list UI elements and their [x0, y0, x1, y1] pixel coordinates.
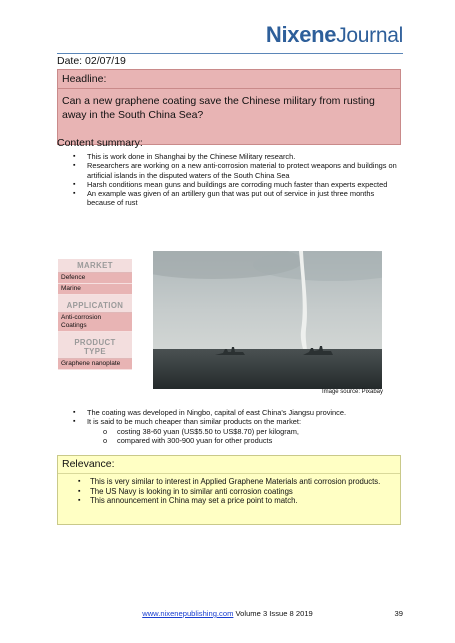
image-source-caption: Image source: Pixabay [321, 389, 383, 395]
article-date: Date: 02/07/19 [57, 55, 126, 67]
application-heading: APPLICATION [58, 299, 132, 313]
application-item [58, 313, 132, 332]
market-item: Defence [58, 273, 132, 284]
list-item: ▪ An example was given of an artillery gun that was put out of service in just three months because of rust [73, 189, 403, 208]
list-item: ▪ This is work done in Shanghai by the Chinese Military research. [73, 152, 403, 161]
publisher-link[interactable]: www.nixenepublishing.com [142, 609, 234, 618]
product-type-heading-line: PRODUCT [74, 338, 116, 347]
logo-name-bold: Nixene [265, 22, 337, 47]
product-type-item: Graphene nanoplate [58, 359, 132, 370]
list-item-text: It is said to be much cheaper than similar products on the market: [87, 417, 302, 427]
list-item: ▪ This is very similar to interest in Applied Graphene Materials anti corrosion products. [78, 477, 394, 487]
relevance-box [57, 455, 401, 525]
page-number: 39 [394, 609, 403, 618]
list-item: ▪ Researchers are working on a new anti-corrosion material to protect weapons and buildings on artificial islands in the disputed waters of the South China Sea [73, 161, 403, 180]
list-item: ▪ The coating was developed in Ningbo, capital of east China's Jiangsu province. [73, 408, 413, 417]
journal-logo [266, 22, 403, 48]
content-summary-title: Content summary: [57, 137, 143, 149]
headline-box [57, 69, 401, 145]
page-footer [0, 609, 455, 618]
summary-continued-list [73, 408, 413, 445]
product-type-heading [58, 336, 132, 359]
logo-name-light: Journal [336, 24, 403, 47]
market-item: Marine [58, 284, 132, 295]
relevance-list [58, 477, 400, 506]
list-item: ▪ This announcement in China may set a price point to match. [78, 496, 394, 506]
waterspout-photo-illustration [153, 251, 382, 389]
classification-sidebar [58, 259, 132, 370]
sub-list [87, 427, 413, 446]
headline-label: Headline: [58, 72, 400, 89]
content-summary-list [73, 152, 403, 208]
list-item: ▪ The US Navy is looking in to similar anti corrosion coatings [78, 487, 394, 497]
header-rule [57, 53, 403, 54]
list-item [73, 417, 413, 445]
list-item: ▪ Harsh conditions mean guns and buildings are corroding much faster than experts expected [73, 180, 403, 189]
product-type-heading-line: TYPE [84, 347, 106, 356]
headline-text: Can a new graphene coating save the Chinese military from rusting away in the South China Sea? [62, 95, 375, 121]
market-heading: MARKET [58, 259, 132, 273]
waterspout-photo [153, 251, 382, 389]
issue-info: Volume 3 Issue 8 2019 [233, 609, 313, 618]
relevance-label: Relevance: [58, 456, 400, 474]
sub-list-item: o compared with 300-900 yuan for other products [103, 436, 413, 445]
sub-list-item: o costing 38-60 yuan (US$5.50 to US$8.70) per kilogram, [103, 427, 413, 436]
application-item-line: Coatings [61, 322, 87, 329]
application-item-line: Anti-corrosion [61, 314, 102, 321]
